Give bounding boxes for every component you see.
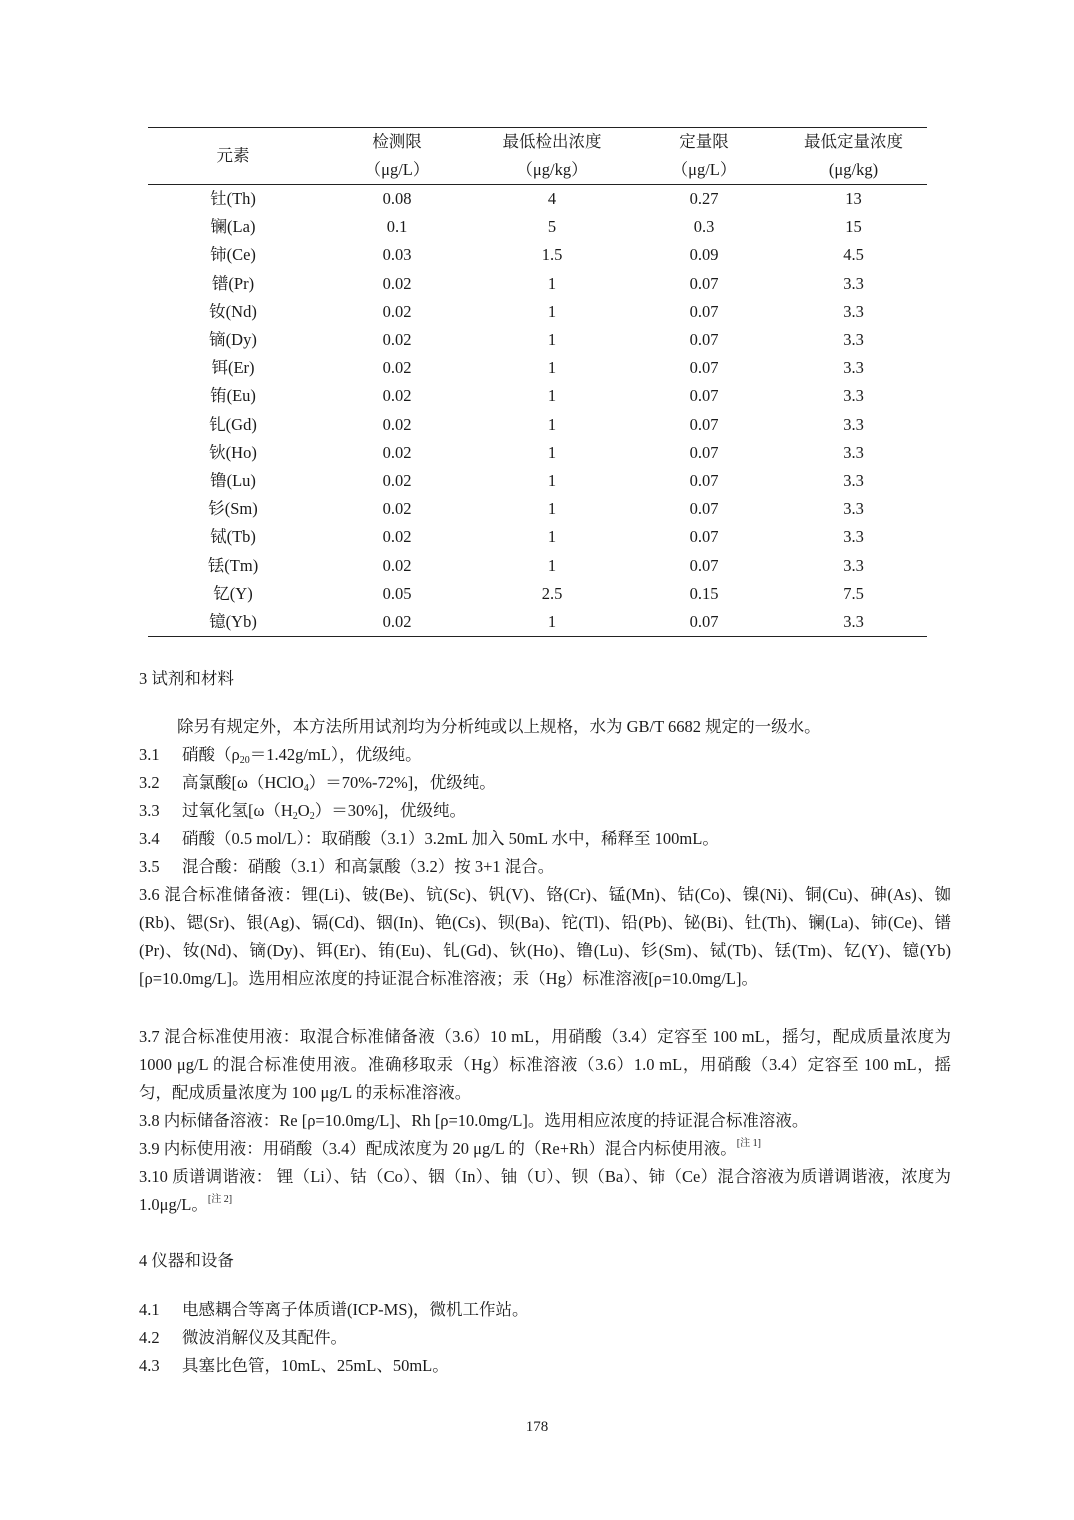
cell-quantitation-limit: 0.3 (693, 217, 715, 237)
item-3-1 (139, 741, 951, 769)
cell-min-detection-conc: 1 (547, 301, 557, 321)
cell-element: 铒(Er) (211, 358, 255, 378)
cell-min-quantitation-conc: 13 (845, 189, 862, 209)
cell-element: 铽(Tb) (210, 527, 256, 547)
table-row (148, 241, 927, 269)
cell-detection-limit: 0.1 (386, 217, 408, 237)
cell-quantitation-limit: 0.07 (689, 470, 719, 490)
item-text: 微波消解仪及其配件。 (182, 1328, 347, 1347)
cell-element: 镝(Dy) (209, 330, 257, 350)
cell-min-detection-conc: 1 (547, 273, 557, 293)
item-number: 3.5 (139, 857, 160, 876)
cell-quantitation-limit: 0.07 (689, 555, 719, 575)
header-element: 元素 (216, 146, 250, 165)
cell-quantitation-limit: 0.27 (689, 189, 719, 209)
cell-quantitation-limit: 0.07 (689, 358, 719, 378)
subscript: 2 (292, 811, 298, 822)
item-text: 混合酸：硝酸（3.1）和高氯酸（3.2）按 3+1 混合。 (182, 857, 555, 876)
item-3-10 (139, 1163, 951, 1219)
table-row (148, 439, 927, 467)
table-row (148, 213, 927, 241)
cell-min-quantitation-conc: 4.5 (843, 245, 864, 265)
cell-detection-limit: 0.02 (382, 358, 412, 378)
cell-detection-limit: 0.02 (382, 611, 412, 631)
cell-element: 钍(Th) (210, 189, 256, 209)
section-3-intro: 除另有规定外，本方法所用试剂均为分析纯或以上规格，水为 GB/T 6682 规定的一级水。 (177, 717, 821, 736)
table-row (148, 270, 927, 298)
cell-quantitation-limit: 0.07 (689, 301, 719, 321)
item-text: ）＝30%]，优级纯。 (314, 801, 466, 820)
item-3-8: 3.8 内标储备溶液：Re [ρ=10.0mg/L]、Rh [ρ=10.0mg/L]。选用相应浓度的持证混合标准溶液。 (139, 1111, 809, 1130)
footnote-ref: [注 1] (736, 1138, 761, 1149)
cell-min-quantitation-conc: 3.3 (843, 301, 864, 321)
cell-quantitation-limit: 0.07 (689, 611, 719, 631)
cell-detection-limit: 0.02 (382, 442, 412, 462)
item-3-5 (139, 853, 951, 881)
item-number: 4.3 (139, 1356, 160, 1375)
cell-min-quantitation-conc: 3.3 (843, 499, 864, 519)
cell-element: 钇(Y) (213, 583, 253, 603)
item-3-3 (139, 797, 951, 825)
item-3-7: 3.7 混合标准使用液：取混合标准储备液（3.6）10 mL，用硝酸（3.4）定容至 100 mL，摇匀，配成质量浓度为 1000 μg/L 的混合标准使用液。准确移取汞（Hg）标准溶液（3.6）1.0 mL，用硝酸（3.4）定容至 100 mL，摇匀，配成质量浓度为 100 μg/L 的汞标准溶液。 (139, 1027, 951, 1102)
item-number: 3.4 (139, 829, 160, 848)
cell-element: 铥(Tm) (207, 555, 259, 575)
cell-min-quantitation-conc: 3.3 (843, 527, 864, 547)
subscript: 4 (303, 783, 309, 794)
table-row (148, 551, 927, 579)
table-body (148, 185, 927, 637)
item-number: 3.3 (139, 801, 160, 820)
item-text: 硝酸（0.5 mol/L）：取硝酸（3.1）3.2mL 加入 50mL 水中，稀释至 100mL。 (182, 829, 719, 848)
item-3-9 (139, 1135, 951, 1163)
header-detection-limit-unit: （μg/L） (364, 160, 430, 179)
section-4-heading: 4 仪器和设备 (139, 1251, 234, 1270)
table-row (148, 411, 927, 439)
cell-element: 铕(Eu) (210, 386, 256, 406)
header-quantitation-limit-unit: （μg/L） (671, 160, 737, 179)
page-number: 178 (525, 1419, 549, 1435)
header-min-quantitation-conc: 最低定量浓度 (804, 132, 903, 151)
item-text: ＝1.42g/mL），优级纯。 (249, 745, 422, 764)
footnote-ref: [注 2] (207, 1194, 233, 1205)
cell-detection-limit: 0.02 (382, 555, 412, 575)
table-row (148, 580, 927, 608)
table-row (148, 382, 927, 410)
item-3-6: 3.6 混合标准储备液：锂(Li)、铍(Be)、钪(Sc)、钒(V)、铬(Cr)、锰(Mn)、钴(Co)、镍(Ni)、铜(Cu)、砷(As)、铷(Rb)、锶(Sr)、银(Ag)、镉(Cd)、铟(In)、铯(Cs)、钡(Ba)、铊(Tl)、铅(Pb)、铋(Bi)、钍(Th)、镧(La)、铈(Ce)、镨(Pr)、钕(Nd)、镝(Dy)、铒(Er)、铕(Eu)、钆(Gd)、钬(Ho)、镥(Lu)、钐(Sm)、铽(Tb)、铥(Tm)、钇(Y)、镱(Yb) [ρ=10.0mg/L]。选用相应浓度的持证混合标准溶液；汞（Hg）标准溶液[ρ=10.0mg/L]。 (139, 885, 951, 988)
item-text: 3.10 质谱调谐液： 锂（Li）、钴（Co）、铟（In）、铀（U）、钡（Ba）、铈（Ce）混合溶液为质谱调谐液，浓度为 1.0μg/L。 (139, 1167, 951, 1214)
cell-quantitation-limit: 0.07 (689, 527, 719, 547)
cell-element: 钆(Gd) (209, 414, 257, 434)
table-row (148, 608, 927, 637)
cell-detection-limit: 0.02 (382, 499, 412, 519)
table-row (148, 354, 927, 382)
cell-min-detection-conc: 1 (547, 527, 557, 547)
cell-quantitation-limit: 0.07 (689, 499, 719, 519)
cell-min-quantitation-conc: 3.3 (843, 273, 864, 293)
table-row (148, 467, 927, 495)
table-row (148, 326, 927, 354)
cell-min-detection-conc: 1 (547, 358, 557, 378)
item-text: 具塞比色管，10mL、25mL、50mL。 (182, 1356, 449, 1375)
item-text: O (297, 801, 310, 820)
item-3-2 (139, 769, 951, 797)
cell-min-quantitation-conc: 3.3 (843, 358, 864, 378)
cell-min-detection-conc: 1 (547, 499, 557, 519)
cell-detection-limit: 0.02 (382, 527, 412, 547)
cell-min-detection-conc: 1 (547, 442, 557, 462)
cell-min-quantitation-conc: 7.5 (843, 583, 864, 603)
header-quantitation-limit: 定量限 (679, 132, 729, 151)
table-row (148, 185, 927, 214)
cell-min-quantitation-conc: 15 (845, 217, 862, 237)
item-number: 4.1 (139, 1300, 160, 1319)
cell-element: 钕(Nd) (209, 301, 257, 321)
cell-min-detection-conc: 2.5 (541, 583, 563, 603)
cell-min-quantitation-conc: 3.3 (843, 330, 864, 350)
cell-min-detection-conc: 1 (547, 414, 557, 434)
cell-min-detection-conc: 1 (547, 611, 557, 631)
item-4-3 (139, 1352, 951, 1380)
cell-quantitation-limit: 0.09 (689, 245, 719, 265)
header-min-detection-conc: 最低检出浓度 (502, 132, 602, 151)
cell-min-detection-conc: 1 (547, 386, 557, 406)
cell-detection-limit: 0.02 (382, 301, 412, 321)
cell-min-detection-conc: 1 (547, 470, 557, 490)
cell-element: 钐(Sm) (208, 499, 258, 519)
detection-limits-table (148, 127, 927, 637)
cell-min-quantitation-conc: 3.3 (843, 555, 864, 575)
cell-min-detection-conc: 4 (547, 189, 557, 209)
section-3-heading: 3 试剂和材料 (139, 669, 234, 688)
cell-quantitation-limit: 0.07 (689, 414, 719, 434)
item-text: 高氯酸[ω（HClO (182, 773, 304, 792)
cell-element: 镥(Lu) (210, 470, 256, 490)
cell-min-quantitation-conc: 3.3 (843, 470, 864, 490)
cell-element: 镨(Pr) (211, 273, 255, 293)
cell-quantitation-limit: 0.07 (689, 386, 719, 406)
item-text: 硝酸（ρ (182, 745, 240, 764)
cell-quantitation-limit: 0.07 (689, 273, 719, 293)
cell-min-detection-conc: 1 (547, 330, 557, 350)
cell-min-quantitation-conc: 3.3 (843, 611, 864, 631)
item-4-2 (139, 1324, 951, 1352)
header-min-detection-conc-unit: （μg/kg） (516, 160, 588, 179)
subscript: 2 (309, 811, 315, 822)
item-number: 3.1 (139, 745, 160, 764)
item-text: ）＝70%-72%]，优级纯。 (308, 773, 496, 792)
item-number: 4.2 (139, 1328, 160, 1347)
cell-detection-limit: 0.02 (382, 273, 412, 293)
cell-detection-limit: 0.02 (382, 470, 412, 490)
cell-min-detection-conc: 5 (547, 217, 557, 237)
cell-detection-limit: 0.08 (382, 189, 412, 209)
cell-detection-limit: 0.02 (382, 414, 412, 434)
cell-min-detection-conc: 1.5 (541, 245, 563, 265)
cell-min-quantitation-conc: 3.3 (843, 386, 864, 406)
cell-min-detection-conc: 1 (547, 555, 557, 575)
cell-element: 钬(Ho) (209, 442, 257, 462)
cell-element: 镧(La) (210, 217, 256, 237)
cell-min-quantitation-conc: 3.3 (843, 442, 864, 462)
item-4-1 (139, 1296, 951, 1324)
item-text: 电感耦合等离子体质谱(ICP-MS)，微机工作站。 (182, 1300, 529, 1319)
cell-detection-limit: 0.05 (382, 583, 412, 603)
cell-detection-limit: 0.02 (382, 330, 412, 350)
item-number: 3.2 (139, 773, 160, 792)
table-row (148, 523, 927, 551)
cell-quantitation-limit: 0.07 (689, 442, 719, 462)
item-text: 3.9 内标使用液：用硝酸（3.4）配成浓度为 20 μg/L 的（Re+Rh）混合内标使用液。 (139, 1139, 737, 1158)
cell-detection-limit: 0.02 (382, 386, 412, 406)
cell-min-quantitation-conc: 3.3 (843, 414, 864, 434)
cell-detection-limit: 0.03 (382, 245, 412, 265)
header-detection-limit: 检测限 (372, 132, 422, 151)
table-row (148, 298, 927, 326)
header-min-quantitation-conc-unit: (μg/kg) (828, 160, 879, 179)
item-text: 过氧化氢[ω（H (182, 801, 293, 820)
table-row (148, 495, 927, 523)
cell-quantitation-limit: 0.15 (689, 583, 719, 603)
item-3-4 (139, 825, 951, 853)
cell-element: 镱(Yb) (209, 611, 257, 631)
cell-element: 铈(Ce) (210, 245, 256, 265)
cell-quantitation-limit: 0.07 (689, 330, 719, 350)
subscript: 20 (239, 755, 250, 766)
